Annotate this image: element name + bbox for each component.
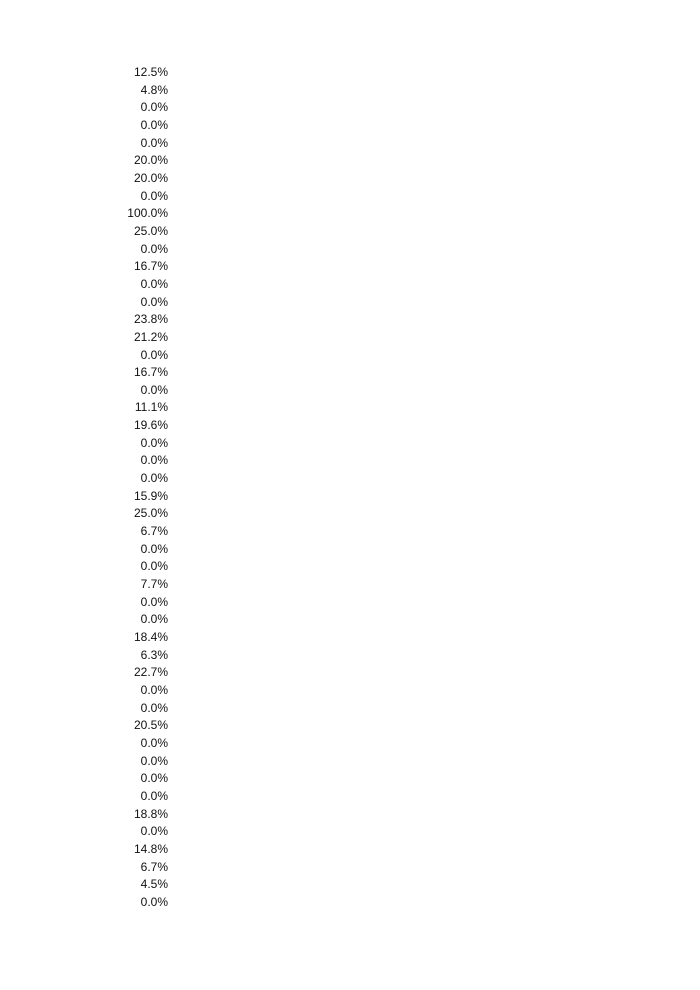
- percentage-cell: 0.0%: [140, 594, 168, 609]
- percentage-cell: 0.0%: [140, 135, 168, 150]
- percentage-cell: 11.1%: [134, 400, 168, 415]
- percentage-cell: 0.0%: [140, 700, 168, 715]
- percentage-cell: 16.7%: [133, 259, 168, 274]
- percentage-cell: 25.0%: [133, 506, 168, 521]
- percentage-cell: 100.0%: [127, 206, 168, 221]
- percentage-cell: 0.0%: [140, 188, 168, 203]
- percentage-cell: 0.0%: [140, 382, 168, 397]
- percentage-cell: 0.0%: [140, 276, 168, 291]
- percentage-cell: 20.0%: [133, 170, 168, 185]
- percentage-cell: 22.7%: [133, 665, 168, 680]
- percentage-cell: 0.0%: [140, 612, 168, 627]
- percentage-cell: 21.2%: [133, 329, 168, 344]
- percentage-cell: 0.0%: [140, 541, 168, 556]
- percentage-cell: 0.0%: [140, 471, 168, 486]
- percentage-cell: 0.0%: [140, 117, 168, 132]
- percentage-cell: 20.5%: [133, 718, 168, 733]
- percentage-cell: 23.8%: [133, 312, 168, 327]
- percentage-cell: 18.8%: [133, 806, 168, 821]
- percentage-cell: 0.0%: [140, 894, 168, 909]
- percentage-cell: 0.0%: [140, 435, 168, 450]
- percentage-cell: 6.7%: [140, 524, 168, 539]
- percentage-cell: 0.0%: [140, 559, 168, 574]
- percentage-cell: 7.7%: [140, 577, 168, 592]
- percentage-cell: 0.0%: [140, 753, 168, 768]
- percentage-cell: 12.5%: [133, 65, 168, 79]
- percentage-cell: 14.8%: [133, 841, 168, 856]
- percentage-cell: 0.0%: [140, 824, 168, 839]
- percentage-cell: 6.7%: [140, 859, 168, 874]
- percentage-cell: 25.0%: [133, 223, 168, 238]
- percentage-cell: 4.8%: [140, 82, 168, 97]
- percentage-cell: 0.0%: [140, 100, 168, 115]
- percentage-cell: 0.0%: [140, 453, 168, 468]
- percentage-cell: 0.0%: [140, 347, 168, 362]
- percentage-cell: 4.5%: [140, 877, 168, 892]
- percentage-cell: 0.0%: [140, 771, 168, 786]
- percentage-cell: 6.3%: [140, 647, 168, 662]
- percentage-cell: 0.0%: [140, 735, 168, 750]
- percentage-cell: 0.0%: [140, 294, 168, 309]
- percentage-cell: 0.0%: [140, 241, 168, 256]
- percentage-cell: 20.0%: [133, 153, 168, 168]
- percentage-column: [100, 64, 168, 912]
- percentage-cell: 19.6%: [133, 418, 168, 433]
- percentage-cell: 16.7%: [133, 365, 168, 380]
- percentage-cell: 0.0%: [140, 788, 168, 803]
- percentage-cell: 0.0%: [140, 682, 168, 697]
- percentage-cell: 15.9%: [133, 488, 168, 503]
- percentage-cell: 18.4%: [133, 630, 168, 644]
